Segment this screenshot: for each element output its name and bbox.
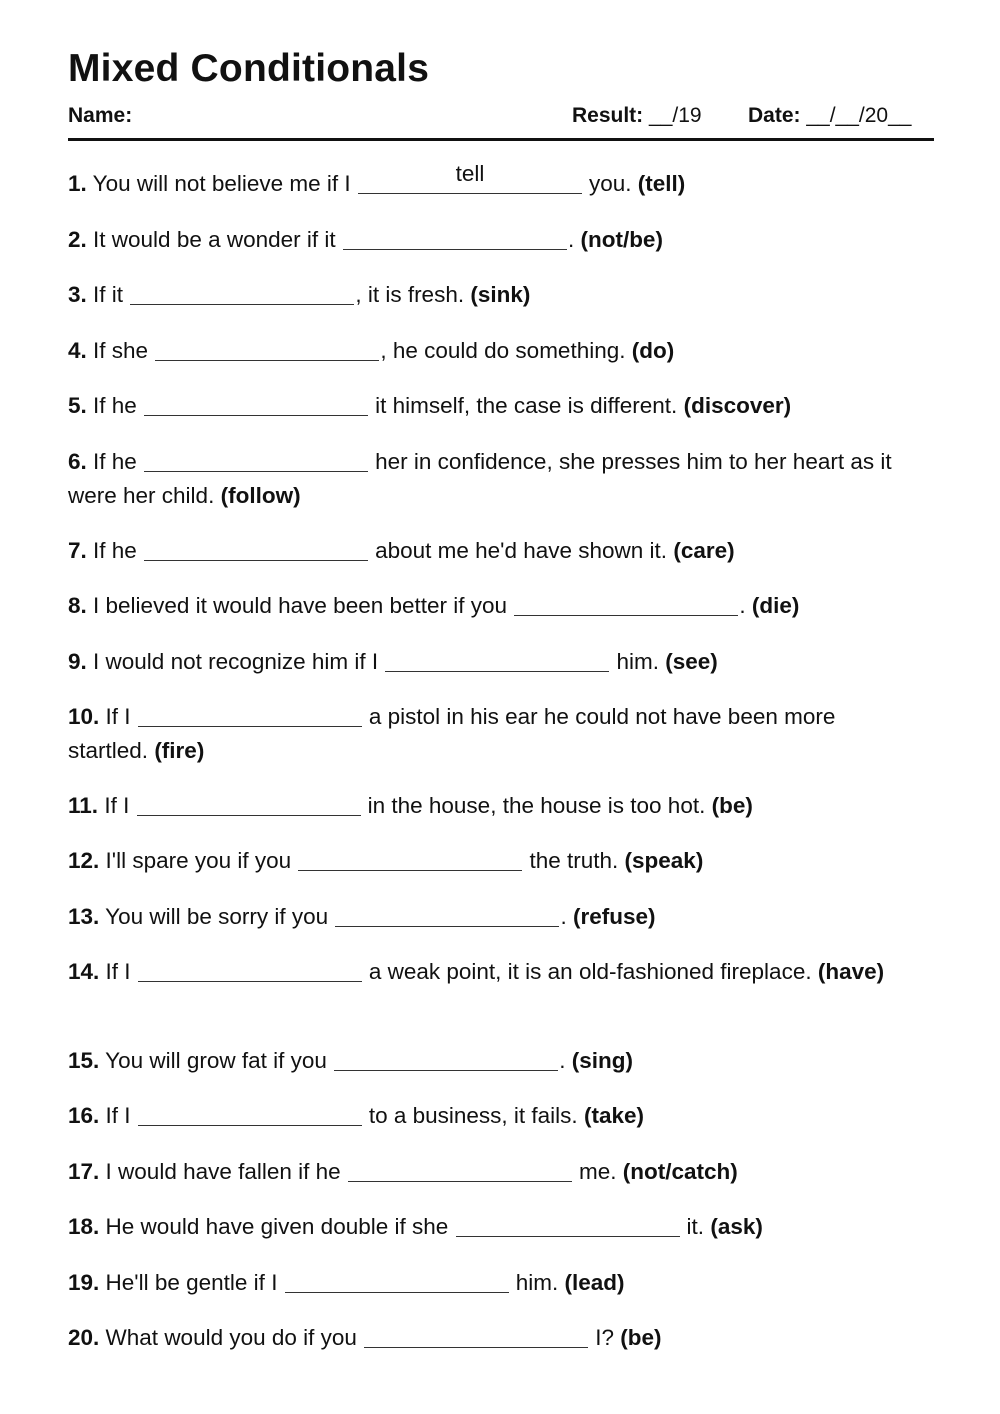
question-item [68,278,918,312]
question-item [68,589,918,623]
question-number: 5. [68,393,87,418]
question-text-after: the truth. [529,848,619,873]
question-text-after: , it is fresh. [355,282,465,307]
question-item [68,1044,918,1078]
question-text-after: a pistol in his ear he could not have been more startled. [68,704,836,763]
answer-blank[interactable] [155,336,379,361]
question-text-before: He'll be gentle if I [105,1270,278,1295]
question-number: 12. [68,848,100,873]
question-item [68,223,918,257]
question-text-after: you. [588,171,632,196]
answer-blank[interactable] [138,1101,362,1126]
question-number: 1. [68,171,87,196]
verb-hint: (speak) [624,848,704,873]
question-text-before: I believed it would have been better if you [93,593,508,618]
question-item [68,445,918,513]
verb-hint: (take) [583,1103,644,1128]
answer-blank[interactable] [358,161,582,194]
question-text-before: You will not believe me if I [92,171,351,196]
question-text-after: , he could do something. [380,338,626,363]
question-item [68,1155,918,1189]
header-divider [68,138,934,141]
question-text-before: What would you do if you [105,1325,357,1350]
question-number: 13. [68,904,100,929]
answer-blank[interactable] [144,391,368,416]
question-number: 8. [68,593,87,618]
date-label: Date: [748,104,801,127]
question-item [68,844,918,878]
question-text-before: If he [93,449,137,474]
answer-blank[interactable] [335,902,559,927]
verb-hint: (refuse) [572,904,656,929]
name-label: Name: [68,104,133,127]
verb-hint: (die) [751,593,800,618]
question-text-after: . [567,227,575,252]
question-text-after: it. [686,1214,705,1239]
question-text-before: If I [105,1103,131,1128]
question-item [68,1266,918,1300]
question-text-before: If I [105,959,131,984]
question-item [68,1099,918,1133]
question-text-after: me. [578,1159,617,1184]
result-label: Result: [572,104,644,127]
question-text-before: I'll spare you if you [105,848,292,873]
answer-blank[interactable] [348,1157,572,1182]
question-number: 11. [68,793,99,818]
result-value: __/19 [649,104,702,127]
verb-hint: (fire) [154,738,205,763]
question-number: 9. [68,649,87,674]
answer-blank[interactable] [343,225,567,250]
verb-hint: (care) [673,538,735,563]
verb-hint: (lead) [564,1270,625,1295]
answer-blank[interactable] [138,957,362,982]
question-text-before: If he [93,538,137,563]
answer-blank[interactable] [144,536,368,561]
question-text-before: It would be a wonder if it [93,227,336,252]
question-item [68,700,918,768]
verb-hint: (be) [711,793,753,818]
answer-blank[interactable] [137,791,361,816]
answer-blank[interactable] [144,447,368,472]
question-number: 19. [68,1270,100,1295]
question-number: 14. [68,959,100,984]
question-item [68,1321,918,1355]
question-number: 2. [68,227,87,252]
question-item [68,161,918,201]
question-text-before: He would have given double if she [105,1214,449,1239]
question-item [68,955,918,989]
verb-hint: (not/be) [580,227,663,252]
date-field [748,103,911,129]
result-field [572,103,702,129]
question-number: 17. [68,1159,100,1184]
answer-blank[interactable] [130,280,354,305]
answer-text: tell [455,161,485,186]
verb-hint: (have) [817,959,885,984]
question-text-before: If I [104,793,130,818]
question-number: 20. [68,1325,100,1350]
question-text-after: to a business, it fails. [368,1103,578,1128]
date-value: __/__/20__ [806,104,912,127]
question-text-after: in the house, the house is too hot. [367,793,706,818]
question-number: 6. [68,449,87,474]
worksheet-header [68,103,934,129]
question-number: 16. [68,1103,100,1128]
answer-blank[interactable] [334,1046,558,1071]
question-item [68,534,918,568]
answer-blank[interactable] [456,1212,680,1237]
verb-hint: (see) [665,649,718,674]
question-text-after: . [559,1048,566,1073]
worksheet-title: Mixed Conditionals [68,47,430,90]
question-number: 4. [68,338,87,363]
question-item [68,334,918,368]
question-text-before: If it [93,282,124,307]
question-number: 7. [68,538,87,563]
question-text-after: it himself, the case is different. [375,393,678,418]
question-item [68,645,918,679]
question-text-before: You will be sorry if you [105,904,329,929]
verb-hint: (discover) [683,393,792,418]
question-text-after: him. [515,1270,559,1295]
question-number: 18. [68,1214,100,1239]
question-text-after: a weak point, it is an old-fashioned fireplace. [368,959,812,984]
verb-hint: (follow) [220,483,301,508]
verb-hint: (sing) [571,1048,633,1073]
question-item [68,789,918,823]
question-text-after: . [560,904,567,929]
answer-blank[interactable] [285,1268,509,1293]
question-number: 3. [68,282,87,307]
question-text-before: If I [105,704,131,729]
question-text-after: I? [595,1325,614,1350]
answer-blank[interactable] [364,1323,588,1348]
question-text-after: . [739,593,746,618]
question-number: 15. [68,1048,100,1073]
answer-blank[interactable] [138,702,362,727]
question-text-after: her in confidence, she presses him to her heart as it were her child. [68,449,892,508]
answer-blank[interactable] [298,846,522,871]
question-text-before: If she [93,338,149,363]
verb-hint: (not/catch) [622,1159,738,1184]
answer-blank[interactable] [514,591,738,616]
question-number: 10. [68,704,100,729]
question-text-before: I would have fallen if he [105,1159,341,1184]
question-text-after: about me he'd have shown it. [375,538,668,563]
verb-hint: (do) [631,338,675,363]
question-item [68,1210,918,1244]
verb-hint: (ask) [710,1214,763,1239]
question-text-after: him. [616,649,659,674]
answer-blank[interactable] [385,647,609,672]
question-item [68,900,918,934]
question-text-before: If he [93,393,137,418]
verb-hint: (tell) [637,171,686,196]
verb-hint: (be) [620,1325,662,1350]
question-item [68,389,918,423]
question-text-before: I would not recognize him if I [93,649,379,674]
verb-hint: (sink) [470,282,531,307]
question-text-before: You will grow fat if you [105,1048,327,1073]
